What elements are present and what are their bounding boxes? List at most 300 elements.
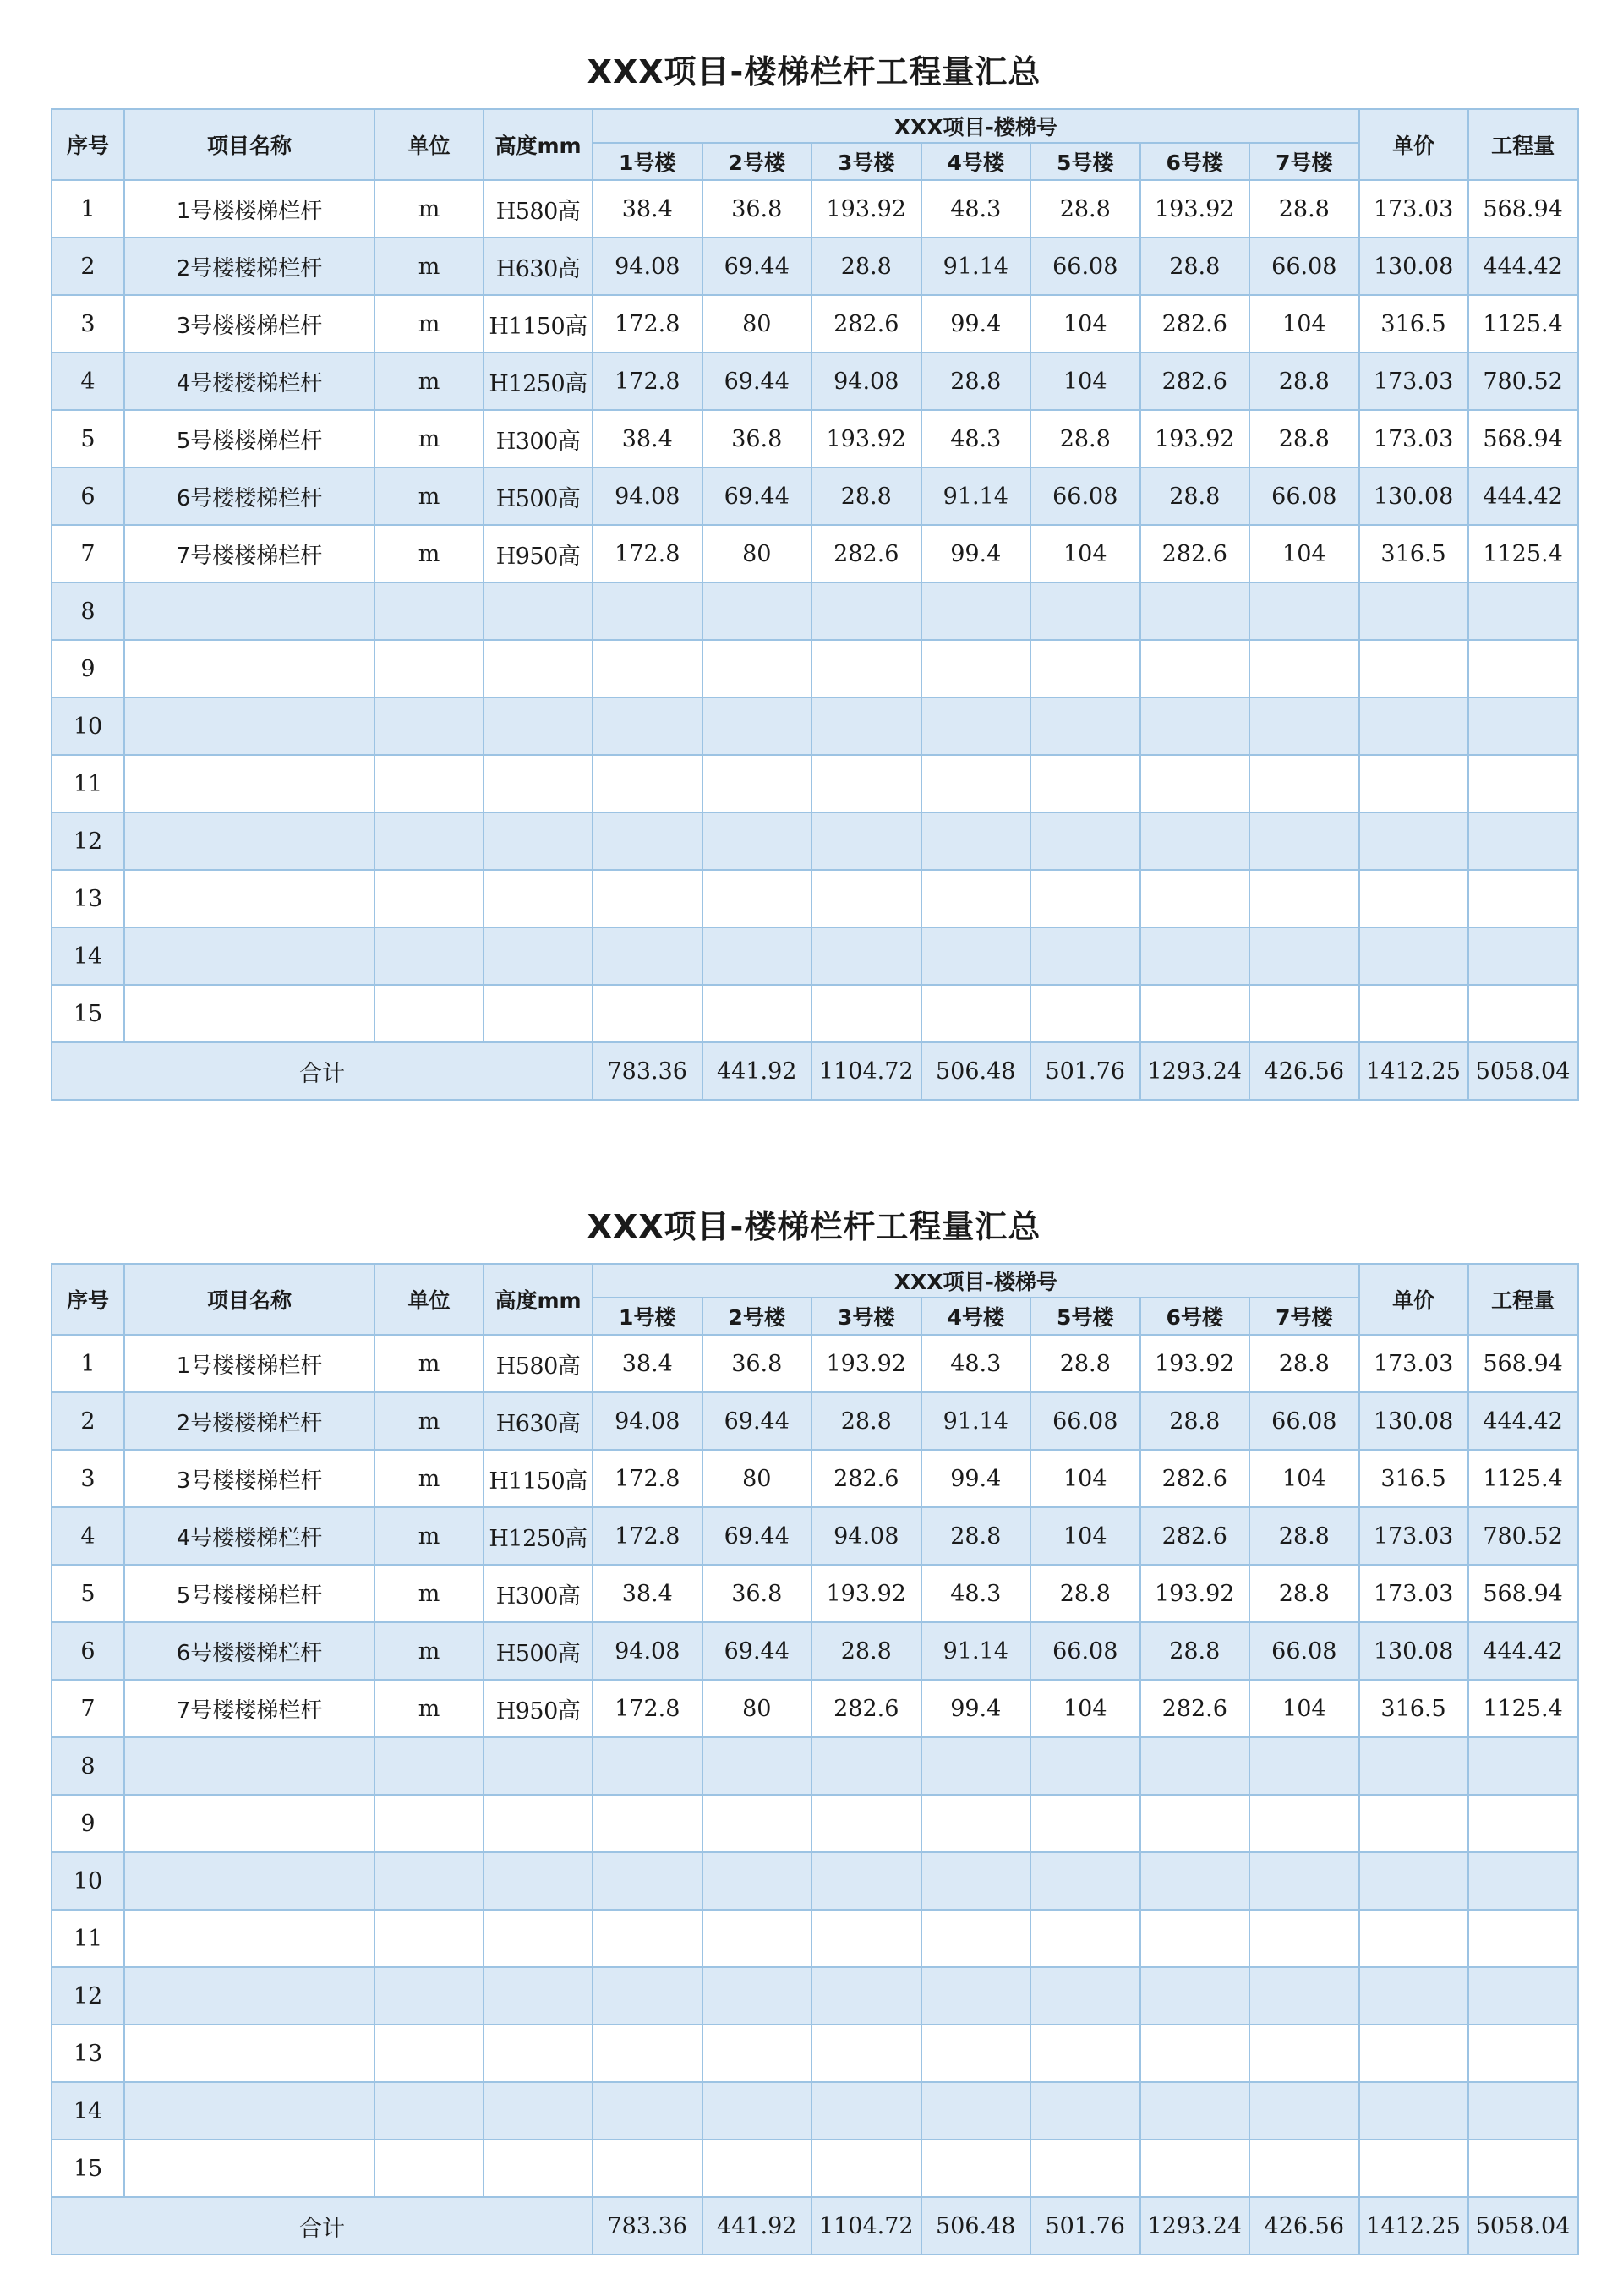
total-qty: 5058.04 xyxy=(1468,2197,1578,2255)
total-building-qty: 501.76 xyxy=(1030,1042,1140,1100)
table-row xyxy=(52,2140,1578,2197)
cell-building-qty: 66.08 xyxy=(1030,1392,1140,1450)
cell-building-qty xyxy=(812,582,921,640)
cell-qty: 444.42 xyxy=(1468,1622,1578,1680)
cell-height xyxy=(484,1852,593,1910)
cell-building-qty xyxy=(812,812,921,870)
total-building-qty: 1104.72 xyxy=(812,1042,921,1100)
cell-building-qty xyxy=(812,697,921,755)
cell-building-qty xyxy=(1030,640,1140,697)
cell-no: 12 xyxy=(52,812,124,870)
table-row xyxy=(52,238,1578,295)
cell-name xyxy=(124,697,374,755)
cell-building-qty: 36.8 xyxy=(702,1335,812,1392)
cell-price: 130.08 xyxy=(1359,238,1468,295)
cell-no: 15 xyxy=(52,985,124,1042)
cell-building-qty: 66.08 xyxy=(1249,467,1359,525)
cell-unit: m xyxy=(374,1392,484,1450)
cell-building-qty: 104 xyxy=(1249,1680,1359,1737)
table-row xyxy=(52,295,1578,353)
table-row xyxy=(52,1565,1578,1622)
cell-building-qty: 66.08 xyxy=(1030,467,1140,525)
cell-no: 13 xyxy=(52,870,124,927)
cell-building-qty: 193.92 xyxy=(1140,410,1250,467)
cell-name xyxy=(124,1852,374,1910)
cell-building-qty xyxy=(593,870,702,927)
cell-qty xyxy=(1468,870,1578,927)
cell-building-qty: 282.6 xyxy=(1140,1507,1250,1565)
cell-height xyxy=(484,2082,593,2140)
cell-price xyxy=(1359,1852,1468,1910)
header-building: 5号楼 xyxy=(1030,143,1140,180)
cell-building-qty: 172.8 xyxy=(593,1680,702,1737)
cell-no: 14 xyxy=(52,2082,124,2140)
header-qty: 工程量 xyxy=(1468,1264,1578,1335)
total-price: 1412.25 xyxy=(1359,1042,1468,1100)
cell-name: 4号楼楼梯栏杆 xyxy=(124,353,374,410)
cell-building-qty: 28.8 xyxy=(1030,410,1140,467)
cell-building-qty xyxy=(1030,1910,1140,1967)
cell-no: 13 xyxy=(52,2025,124,2082)
header-unit: 单位 xyxy=(374,1264,484,1335)
cell-building-qty: 282.6 xyxy=(1140,295,1250,353)
cell-unit xyxy=(374,985,484,1042)
cell-price xyxy=(1359,582,1468,640)
table-row xyxy=(52,2025,1578,2082)
cell-price: 316.5 xyxy=(1359,525,1468,582)
cell-no: 8 xyxy=(52,1737,124,1795)
table-row xyxy=(52,1737,1578,1795)
cell-height xyxy=(484,755,593,812)
total-qty: 5058.04 xyxy=(1468,1042,1578,1100)
cell-building-qty: 91.14 xyxy=(921,1392,1031,1450)
cell-height xyxy=(484,697,593,755)
cell-building-qty xyxy=(593,2140,702,2197)
cell-qty: 780.52 xyxy=(1468,1507,1578,1565)
cell-building-qty: 104 xyxy=(1030,1680,1140,1737)
cell-no: 5 xyxy=(52,1565,124,1622)
cell-height: H300高 xyxy=(484,410,593,467)
table-row xyxy=(52,640,1578,697)
cell-unit xyxy=(374,812,484,870)
cell-building-qty: 28.8 xyxy=(812,238,921,295)
cell-building-qty xyxy=(812,1967,921,2025)
cell-price: 173.03 xyxy=(1359,1507,1468,1565)
cell-height xyxy=(484,1967,593,2025)
cell-height xyxy=(484,640,593,697)
cell-price xyxy=(1359,1967,1468,2025)
cell-building-qty: 38.4 xyxy=(593,180,702,238)
sheet-title: XXX项目-楼梯栏杆工程量汇总 xyxy=(587,53,1041,90)
cell-qty xyxy=(1468,927,1578,985)
cell-building-qty xyxy=(593,1737,702,1795)
cell-building-qty: 48.3 xyxy=(921,1565,1031,1622)
cell-building-qty xyxy=(1249,2025,1359,2082)
cell-price xyxy=(1359,755,1468,812)
cell-name: 3号楼楼梯栏杆 xyxy=(124,295,374,353)
cell-unit: m xyxy=(374,295,484,353)
cell-building-qty xyxy=(1140,2025,1250,2082)
cell-qty: 1125.4 xyxy=(1468,295,1578,353)
cell-price xyxy=(1359,2025,1468,2082)
cell-building-qty: 172.8 xyxy=(593,353,702,410)
cell-building-qty xyxy=(702,2140,812,2197)
cell-building-qty xyxy=(1140,927,1250,985)
cell-price xyxy=(1359,1737,1468,1795)
header-building: 2号楼 xyxy=(702,1298,812,1335)
cell-building-qty: 69.44 xyxy=(702,467,812,525)
cell-price: 173.03 xyxy=(1359,1335,1468,1392)
cell-building-qty xyxy=(921,812,1031,870)
cell-building-qty: 69.44 xyxy=(702,1392,812,1450)
cell-building-qty: 69.44 xyxy=(702,353,812,410)
cell-unit xyxy=(374,1737,484,1795)
cell-building-qty: 104 xyxy=(1030,1450,1140,1507)
cell-building-qty xyxy=(702,582,812,640)
header-building: 2号楼 xyxy=(702,143,812,180)
cell-qty: 444.42 xyxy=(1468,467,1578,525)
header-building: 1号楼 xyxy=(593,143,702,180)
cell-building-qty xyxy=(1249,927,1359,985)
cell-unit xyxy=(374,1795,484,1852)
cell-building-qty xyxy=(1140,1737,1250,1795)
cell-building-qty xyxy=(1249,1910,1359,1967)
cell-building-qty: 193.92 xyxy=(1140,1335,1250,1392)
cell-no: 4 xyxy=(52,353,124,410)
cell-no: 7 xyxy=(52,525,124,582)
table-row xyxy=(52,1852,1578,1910)
cell-building-qty xyxy=(812,2140,921,2197)
cell-price: 173.03 xyxy=(1359,353,1468,410)
cell-building-qty xyxy=(702,1795,812,1852)
cell-building-qty xyxy=(1249,697,1359,755)
cell-name xyxy=(124,2025,374,2082)
cell-building-qty: 48.3 xyxy=(921,410,1031,467)
cell-unit xyxy=(374,927,484,985)
table-row xyxy=(52,582,1578,640)
cell-price xyxy=(1359,640,1468,697)
cell-building-qty xyxy=(812,1795,921,1852)
cell-building-qty xyxy=(812,927,921,985)
total-building-qty: 506.48 xyxy=(921,2197,1031,2255)
table-row xyxy=(52,1967,1578,2025)
cell-qty: 568.94 xyxy=(1468,180,1578,238)
cell-building-qty xyxy=(702,1737,812,1795)
table-row xyxy=(52,985,1578,1042)
cell-building-qty xyxy=(702,985,812,1042)
cell-building-qty: 91.14 xyxy=(921,467,1031,525)
cell-no: 7 xyxy=(52,1680,124,1737)
cell-height: H1250高 xyxy=(484,353,593,410)
cell-height xyxy=(484,1795,593,1852)
cell-qty: 780.52 xyxy=(1468,353,1578,410)
cell-building-qty xyxy=(1249,812,1359,870)
cell-building-qty xyxy=(1249,1852,1359,1910)
cell-no: 11 xyxy=(52,1910,124,1967)
table-row xyxy=(52,697,1578,755)
cell-building-qty: 28.8 xyxy=(1249,180,1359,238)
cell-qty xyxy=(1468,1852,1578,1910)
table-row xyxy=(52,353,1578,410)
cell-name: 2号楼楼梯栏杆 xyxy=(124,238,374,295)
cell-unit xyxy=(374,2082,484,2140)
cell-building-qty: 80 xyxy=(702,295,812,353)
cell-name xyxy=(124,755,374,812)
cell-name xyxy=(124,1967,374,2025)
cell-name: 1号楼楼梯栏杆 xyxy=(124,1335,374,1392)
cell-building-qty xyxy=(812,640,921,697)
cell-qty xyxy=(1468,1795,1578,1852)
cell-building-qty: 104 xyxy=(1030,1507,1140,1565)
cell-building-qty: 28.8 xyxy=(1249,410,1359,467)
cell-building-qty: 172.8 xyxy=(593,525,702,582)
cell-building-qty xyxy=(1030,2025,1140,2082)
cell-qty xyxy=(1468,697,1578,755)
cell-no: 6 xyxy=(52,467,124,525)
cell-building-qty: 28.8 xyxy=(1249,353,1359,410)
cell-qty xyxy=(1468,2082,1578,2140)
total-price: 1412.25 xyxy=(1359,2197,1468,2255)
cell-qty xyxy=(1468,755,1578,812)
cell-name xyxy=(124,1737,374,1795)
total-label: 合计 xyxy=(52,2197,593,2255)
cell-qty xyxy=(1468,985,1578,1042)
header-qty: 工程量 xyxy=(1468,109,1578,180)
cell-building-qty: 91.14 xyxy=(921,1622,1031,1680)
cell-unit xyxy=(374,582,484,640)
cell-unit: m xyxy=(374,525,484,582)
cell-building-qty xyxy=(702,1967,812,2025)
cell-building-qty: 94.08 xyxy=(593,238,702,295)
cell-building-qty: 28.8 xyxy=(921,353,1031,410)
cell-building-qty xyxy=(1140,1967,1250,2025)
cell-building-qty xyxy=(593,2025,702,2082)
cell-building-qty xyxy=(921,2025,1031,2082)
cell-building-qty: 94.08 xyxy=(593,1622,702,1680)
cell-building-qty xyxy=(812,755,921,812)
cell-building-qty xyxy=(921,927,1031,985)
cell-building-qty: 282.6 xyxy=(812,295,921,353)
header-price: 单价 xyxy=(1359,109,1468,180)
cell-name: 5号楼楼梯栏杆 xyxy=(124,410,374,467)
cell-no: 9 xyxy=(52,1795,124,1852)
cell-building-qty xyxy=(1140,697,1250,755)
cell-height: H1250高 xyxy=(484,1507,593,1565)
cell-building-qty: 28.8 xyxy=(921,1507,1031,1565)
cell-height: H950高 xyxy=(484,1680,593,1737)
cell-building-qty: 104 xyxy=(1030,525,1140,582)
table-row xyxy=(52,1392,1578,1450)
cell-building-qty: 28.8 xyxy=(812,467,921,525)
cell-building-qty: 28.8 xyxy=(1030,1565,1140,1622)
cell-height: H300高 xyxy=(484,1565,593,1622)
cell-name: 3号楼楼梯栏杆 xyxy=(124,1450,374,1507)
cell-building-qty: 36.8 xyxy=(702,1565,812,1622)
cell-building-qty xyxy=(921,697,1031,755)
cell-name xyxy=(124,927,374,985)
cell-height xyxy=(484,2140,593,2197)
cell-building-qty: 282.6 xyxy=(1140,1680,1250,1737)
cell-qty xyxy=(1468,2140,1578,2197)
cell-building-qty xyxy=(1140,640,1250,697)
cell-unit: m xyxy=(374,1335,484,1392)
cell-building-qty: 282.6 xyxy=(1140,353,1250,410)
cell-qty xyxy=(1468,1967,1578,2025)
cell-building-qty xyxy=(1030,2082,1140,2140)
total-building-qty: 1293.24 xyxy=(1140,1042,1250,1100)
cell-building-qty xyxy=(1030,697,1140,755)
header-building: 6号楼 xyxy=(1140,143,1250,180)
cell-building-qty xyxy=(702,697,812,755)
cell-building-qty: 94.08 xyxy=(812,353,921,410)
cell-unit xyxy=(374,1967,484,2025)
cell-building-qty: 99.4 xyxy=(921,1450,1031,1507)
cell-building-qty: 193.92 xyxy=(812,410,921,467)
summary-section-1 xyxy=(51,42,1577,1101)
table-row xyxy=(52,2082,1578,2140)
cell-price: 173.03 xyxy=(1359,1565,1468,1622)
cell-building-qty xyxy=(1030,1737,1140,1795)
cell-name xyxy=(124,870,374,927)
cell-building-qty: 282.6 xyxy=(1140,1450,1250,1507)
header-no: 序号 xyxy=(52,109,124,180)
cell-building-qty xyxy=(921,2082,1031,2140)
header-height: 高度mm xyxy=(484,109,593,180)
summary-table xyxy=(51,108,1579,1101)
cell-building-qty: 99.4 xyxy=(921,295,1031,353)
cell-unit xyxy=(374,2140,484,2197)
cell-height: H500高 xyxy=(484,467,593,525)
cell-building-qty xyxy=(702,870,812,927)
table-row xyxy=(52,1680,1578,1737)
table-row xyxy=(52,870,1578,927)
cell-building-qty xyxy=(593,985,702,1042)
cell-building-qty: 28.8 xyxy=(812,1622,921,1680)
cell-building-qty xyxy=(812,2082,921,2140)
cell-price: 130.08 xyxy=(1359,1392,1468,1450)
cell-building-qty: 80 xyxy=(702,1450,812,1507)
cell-name: 7号楼楼梯栏杆 xyxy=(124,1680,374,1737)
cell-building-qty: 28.8 xyxy=(1140,467,1250,525)
summary-table xyxy=(51,1263,1579,2255)
table-row xyxy=(52,410,1578,467)
cell-no: 2 xyxy=(52,1392,124,1450)
cell-unit: m xyxy=(374,238,484,295)
table-row xyxy=(52,812,1578,870)
cell-building-qty xyxy=(1249,582,1359,640)
cell-building-qty xyxy=(921,1795,1031,1852)
cell-building-qty xyxy=(1140,2140,1250,2197)
cell-building-qty xyxy=(921,985,1031,1042)
cell-height: H630高 xyxy=(484,238,593,295)
header-building: 1号楼 xyxy=(593,1298,702,1335)
cell-building-qty xyxy=(921,582,1031,640)
cell-price: 130.08 xyxy=(1359,467,1468,525)
cell-building-qty xyxy=(921,755,1031,812)
cell-building-qty xyxy=(921,2140,1031,2197)
cell-height xyxy=(484,812,593,870)
cell-building-qty: 104 xyxy=(1249,1450,1359,1507)
cell-building-qty xyxy=(812,1910,921,1967)
cell-name: 5号楼楼梯栏杆 xyxy=(124,1565,374,1622)
summary-section-2 xyxy=(51,1197,1577,2255)
cell-price xyxy=(1359,927,1468,985)
cell-building-qty xyxy=(1140,755,1250,812)
cell-building-qty xyxy=(1249,870,1359,927)
cell-building-qty xyxy=(1249,1795,1359,1852)
cell-no: 3 xyxy=(52,295,124,353)
cell-building-qty xyxy=(593,2082,702,2140)
cell-building-qty: 104 xyxy=(1249,525,1359,582)
cell-no: 4 xyxy=(52,1507,124,1565)
table-row xyxy=(52,1450,1578,1507)
header-building: 6号楼 xyxy=(1140,1298,1250,1335)
cell-building-qty xyxy=(593,1967,702,2025)
cell-unit: m xyxy=(374,1450,484,1507)
cell-building-qty: 172.8 xyxy=(593,1507,702,1565)
cell-building-qty xyxy=(1030,927,1140,985)
cell-building-qty xyxy=(812,985,921,1042)
table-row xyxy=(52,525,1578,582)
total-building-qty: 501.76 xyxy=(1030,2197,1140,2255)
cell-building-qty: 172.8 xyxy=(593,1450,702,1507)
cell-qty xyxy=(1468,812,1578,870)
header-building: 4号楼 xyxy=(921,1298,1031,1335)
cell-name: 4号楼楼梯栏杆 xyxy=(124,1507,374,1565)
cell-qty: 1125.4 xyxy=(1468,525,1578,582)
cell-qty: 444.42 xyxy=(1468,1392,1578,1450)
total-row xyxy=(52,2197,1578,2255)
cell-building-qty xyxy=(593,1852,702,1910)
cell-building-qty xyxy=(593,1910,702,1967)
cell-name: 7号楼楼梯栏杆 xyxy=(124,525,374,582)
cell-height xyxy=(484,1737,593,1795)
sheet-title: XXX项目-楼梯栏杆工程量汇总 xyxy=(587,1208,1041,1245)
cell-unit: m xyxy=(374,353,484,410)
cell-building-qty: 66.08 xyxy=(1030,238,1140,295)
header-building: 7号楼 xyxy=(1249,143,1359,180)
cell-building-qty xyxy=(702,812,812,870)
cell-qty: 444.42 xyxy=(1468,238,1578,295)
cell-building-qty: 69.44 xyxy=(702,1507,812,1565)
cell-building-qty: 28.8 xyxy=(1140,1622,1250,1680)
cell-building-qty xyxy=(1030,1795,1140,1852)
cell-building-qty xyxy=(1140,582,1250,640)
cell-price: 130.08 xyxy=(1359,1622,1468,1680)
cell-qty xyxy=(1468,2025,1578,2082)
total-building-qty: 426.56 xyxy=(1249,2197,1359,2255)
cell-price xyxy=(1359,1910,1468,1967)
cell-qty: 568.94 xyxy=(1468,1335,1578,1392)
table-row xyxy=(52,1910,1578,1967)
cell-no: 8 xyxy=(52,582,124,640)
total-building-qty: 506.48 xyxy=(921,1042,1031,1100)
cell-building-qty: 38.4 xyxy=(593,1565,702,1622)
cell-no: 3 xyxy=(52,1450,124,1507)
cell-unit: m xyxy=(374,1565,484,1622)
cell-building-qty: 80 xyxy=(702,525,812,582)
cell-no: 9 xyxy=(52,640,124,697)
cell-building-qty xyxy=(1140,1910,1250,1967)
cell-building-qty xyxy=(1030,1852,1140,1910)
cell-building-qty: 94.08 xyxy=(812,1507,921,1565)
cell-building-qty: 104 xyxy=(1249,295,1359,353)
cell-building-qty xyxy=(702,927,812,985)
cell-building-qty xyxy=(593,697,702,755)
cell-height xyxy=(484,985,593,1042)
cell-height: H630高 xyxy=(484,1392,593,1450)
cell-building-qty: 99.4 xyxy=(921,525,1031,582)
